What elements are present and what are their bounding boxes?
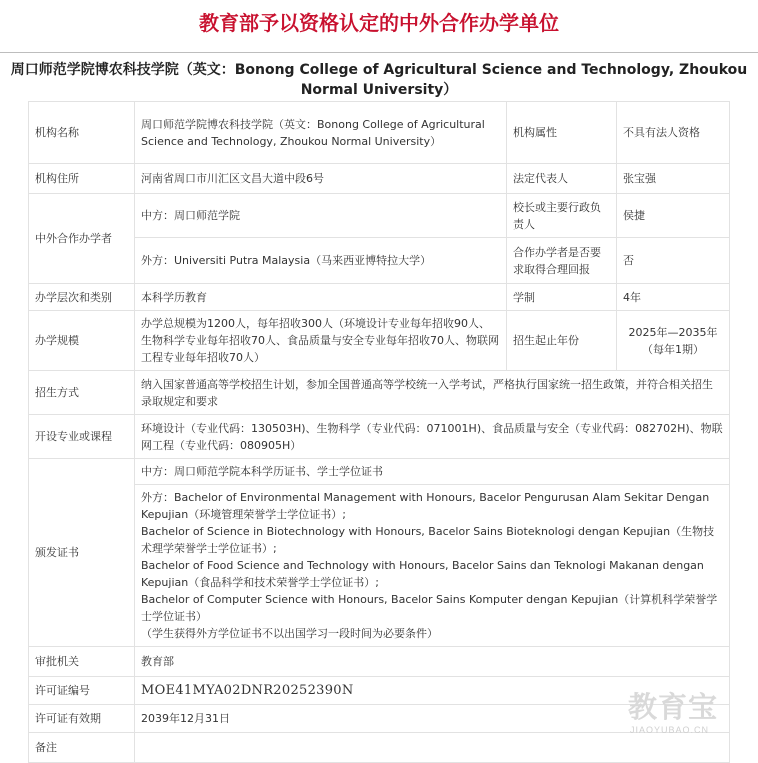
scale-value: 办学总规模为1200人，每年招收300人（环境设计专业每年招收90人、生物科学专业每年招收70人、食品质量与安全专业每年招收70人、物联网工程专业每年招收70人）: [135, 311, 507, 371]
remarks-label: 备注: [29, 733, 135, 763]
scale-label: 办学规模: [29, 311, 135, 371]
certificate-line: Bachelor of Food Science and Technology with Honours, Bacelor Sains dan Teknologi Makanan dengan Kepujian（食品科学和技术荣誉学士学位证书）;: [141, 559, 704, 589]
certificate-cn-value: 中方：周口师范学院本科学历证书、学士学位证书: [135, 459, 730, 485]
table-row: [29, 311, 730, 371]
table-row: [29, 705, 730, 733]
certificate-note: （学生获得外方学位证书不以出国学习一段时间为必要条件）: [141, 627, 438, 640]
title-divider: [0, 52, 758, 53]
validity-label: 许可证有效期: [29, 705, 135, 733]
majors-value: 环境设计（专业代码：130503H)、生物科学（专业代码：071001H)、食品质量与安全（专业代码：082702H)、物联网工程（专业代码：080905H）: [135, 415, 730, 459]
reward-value: 否: [617, 238, 730, 284]
attribute-value: 不具有法人资格: [617, 102, 730, 164]
partner-foreign-value: 外方：Universiti Putra Malaysia（马来西亚博特拉大学）: [135, 238, 507, 284]
period-value: 2025年—2035年（每年1期）: [617, 311, 730, 371]
table-row: [29, 677, 730, 705]
certificate-line: 外方：Bachelor of Environmental Management with Honours, Bacelor Pengurusan Alam Sekitar Dengan Kepujian（环境管理荣誉学士学位证书）;: [141, 491, 710, 521]
head-value: 侯捷: [617, 194, 730, 238]
approval-value: 教育部: [135, 647, 730, 677]
level-value: 本科学历教育: [135, 284, 507, 311]
institution-heading: 周口师范学院博农科技学院（英文：Bonong College of Agricultural Science and Technology, Zhoukou Normal University）: [10, 62, 748, 98]
table-row: [29, 164, 730, 194]
certificate-line: Bachelor of Computer Science with Honours, Bacelor Sains Komputer dengan Kepujian（计算机科学荣誉学士学位证书）: [141, 593, 718, 623]
remarks-value: [135, 733, 730, 763]
license-no-value: MOE41MYA02DNR20252390N: [135, 677, 730, 705]
head-label: 校长或主要行政负责人: [507, 194, 617, 238]
address-value: 河南省周口市川汇区文昌大道中段6号: [135, 164, 507, 194]
name-value: 周口师范学院博农科技学院（英文：Bonong College of Agricultural Science and Technology, Zhoukou Normal University）: [135, 102, 507, 164]
duration-label: 学制: [507, 284, 617, 311]
partners-label: 中外合作办学者: [29, 194, 135, 284]
validity-value: 2039年12月31日: [135, 705, 730, 733]
certificate-foreign-value: [135, 485, 730, 647]
legal-rep-value: 张宝强: [617, 164, 730, 194]
certificate-line: Bachelor of Science in Biotechnology with Honours, Bacelor Sains Bioteknologi dengan Kepujian（生物技术理学荣誉学士学位证书）;: [141, 525, 715, 555]
table-row: [29, 102, 730, 164]
reward-label: 合作办学者是否要求取得合理回报: [507, 238, 617, 284]
table-row: [29, 238, 730, 284]
license-no-label: 许可证编号: [29, 677, 135, 705]
watermark-logo-url: JIAOYUBAO.CN: [630, 725, 710, 735]
enrollment-label: 招生方式: [29, 371, 135, 415]
period-label: 招生起止年份: [507, 311, 617, 371]
institution-info-table: [28, 101, 730, 763]
table-row: [29, 647, 730, 677]
level-label: 办学层次和类别: [29, 284, 135, 311]
duration-value: 4年: [617, 284, 730, 311]
majors-label: 开设专业或课程: [29, 415, 135, 459]
table-row: [29, 371, 730, 415]
address-label: 机构住所: [29, 164, 135, 194]
table-row: [29, 194, 730, 238]
table-row: [29, 284, 730, 311]
table-row: [29, 485, 730, 647]
legal-rep-label: 法定代表人: [507, 164, 617, 194]
page-title: 教育部予以资格认定的中外合作办学单位: [199, 11, 559, 35]
partner-cn-value: 中方：周口师范学院: [135, 194, 507, 238]
table-row: [29, 459, 730, 485]
attribute-label: 机构属性: [507, 102, 617, 164]
enrollment-value: 纳入国家普通高等学校招生计划，参加全国普通高等学校统一入学考试，严格执行国家统一招生政策，并符合相关招生录取规定和要求: [135, 371, 730, 415]
watermark-logo-mark: 教育宝: [628, 690, 719, 724]
table-row: [29, 733, 730, 763]
name-label: 机构名称: [29, 102, 135, 164]
approval-label: 审批机关: [29, 647, 135, 677]
certificates-label: 颁发证书: [29, 459, 135, 647]
table-row: [29, 415, 730, 459]
